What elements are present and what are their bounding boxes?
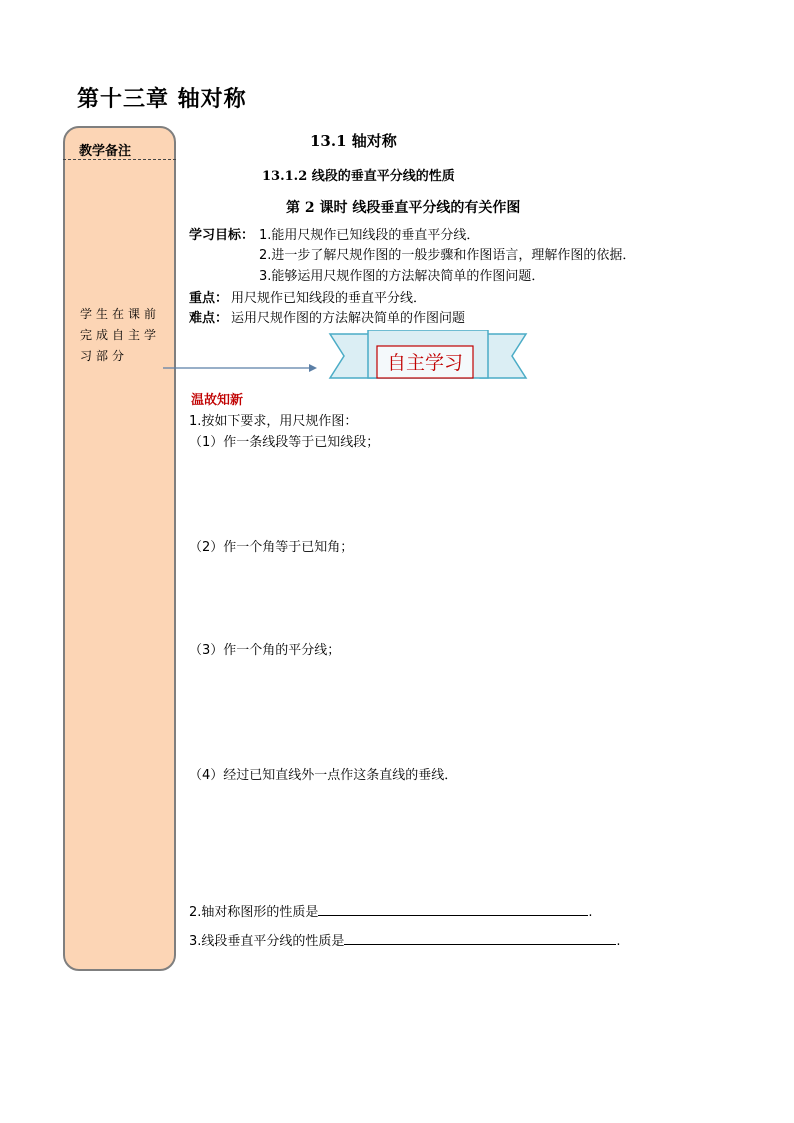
question-3 <box>189 930 621 949</box>
teaching-notes-sidebar <box>63 126 176 971</box>
question-1-item: （2）作一个角等于已知角； <box>189 540 354 555</box>
question-3-text: 3.线段垂直平分线的性质是 <box>189 934 345 949</box>
objective-item: 2.进一步了解尺规作图的一般步骤和作图语言，理解作图的依据． <box>259 248 636 263</box>
question-2-text: 2.轴对称图形的性质是 <box>189 905 319 920</box>
question-3-end: . <box>616 934 621 949</box>
section-title: 13.1 轴对称 <box>310 132 397 150</box>
key-point-label: 重点： <box>189 291 229 306</box>
sidebar-note: 学生在课前完成自主学习部分 <box>80 307 161 363</box>
question-2-end: . <box>588 905 593 920</box>
teaching-notes-label: 教学备注 <box>79 144 132 159</box>
question-2-answer-blank[interactable] <box>318 903 588 916</box>
key-point-text: 用尺规作已知线段的垂直平分线． <box>231 291 427 306</box>
question-1-item: （4）经过已知直线外一点作这条直线的垂线． <box>189 768 458 783</box>
sidebar-divider <box>63 159 176 160</box>
review-heading: 温故知新 <box>191 393 244 408</box>
self-study-banner-label: 自主学习 <box>386 352 463 374</box>
chapter-title: 第十三章 轴对称 <box>77 86 247 112</box>
arrow-icon <box>163 362 319 378</box>
question-2 <box>189 901 593 920</box>
difficulty-text: 运用尺规作图的方法解决简单的作图问题 <box>231 311 466 326</box>
question-1-item: （1）作一条线段等于已知线段； <box>189 435 380 450</box>
objective-item: 3.能够运用尺规作图的方法解决简单的作图问题． <box>259 269 545 284</box>
difficulty-label: 难点： <box>189 311 229 326</box>
question-3-answer-blank[interactable] <box>344 932 616 945</box>
question-1-item: （3）作一个角的平分线； <box>189 643 341 658</box>
lesson-title: 第 2 课时 线段垂直平分线的有关作图 <box>286 200 521 216</box>
question-1-intro: 1.按如下要求，用尺规作图： <box>189 414 358 429</box>
objective-item: 1.能用尺规作已知线段的垂直平分线． <box>259 228 480 243</box>
objectives-label: 学习目标： <box>189 228 255 243</box>
subsection-title: 13.1.2 线段的垂直平分线的性质 <box>262 169 455 184</box>
